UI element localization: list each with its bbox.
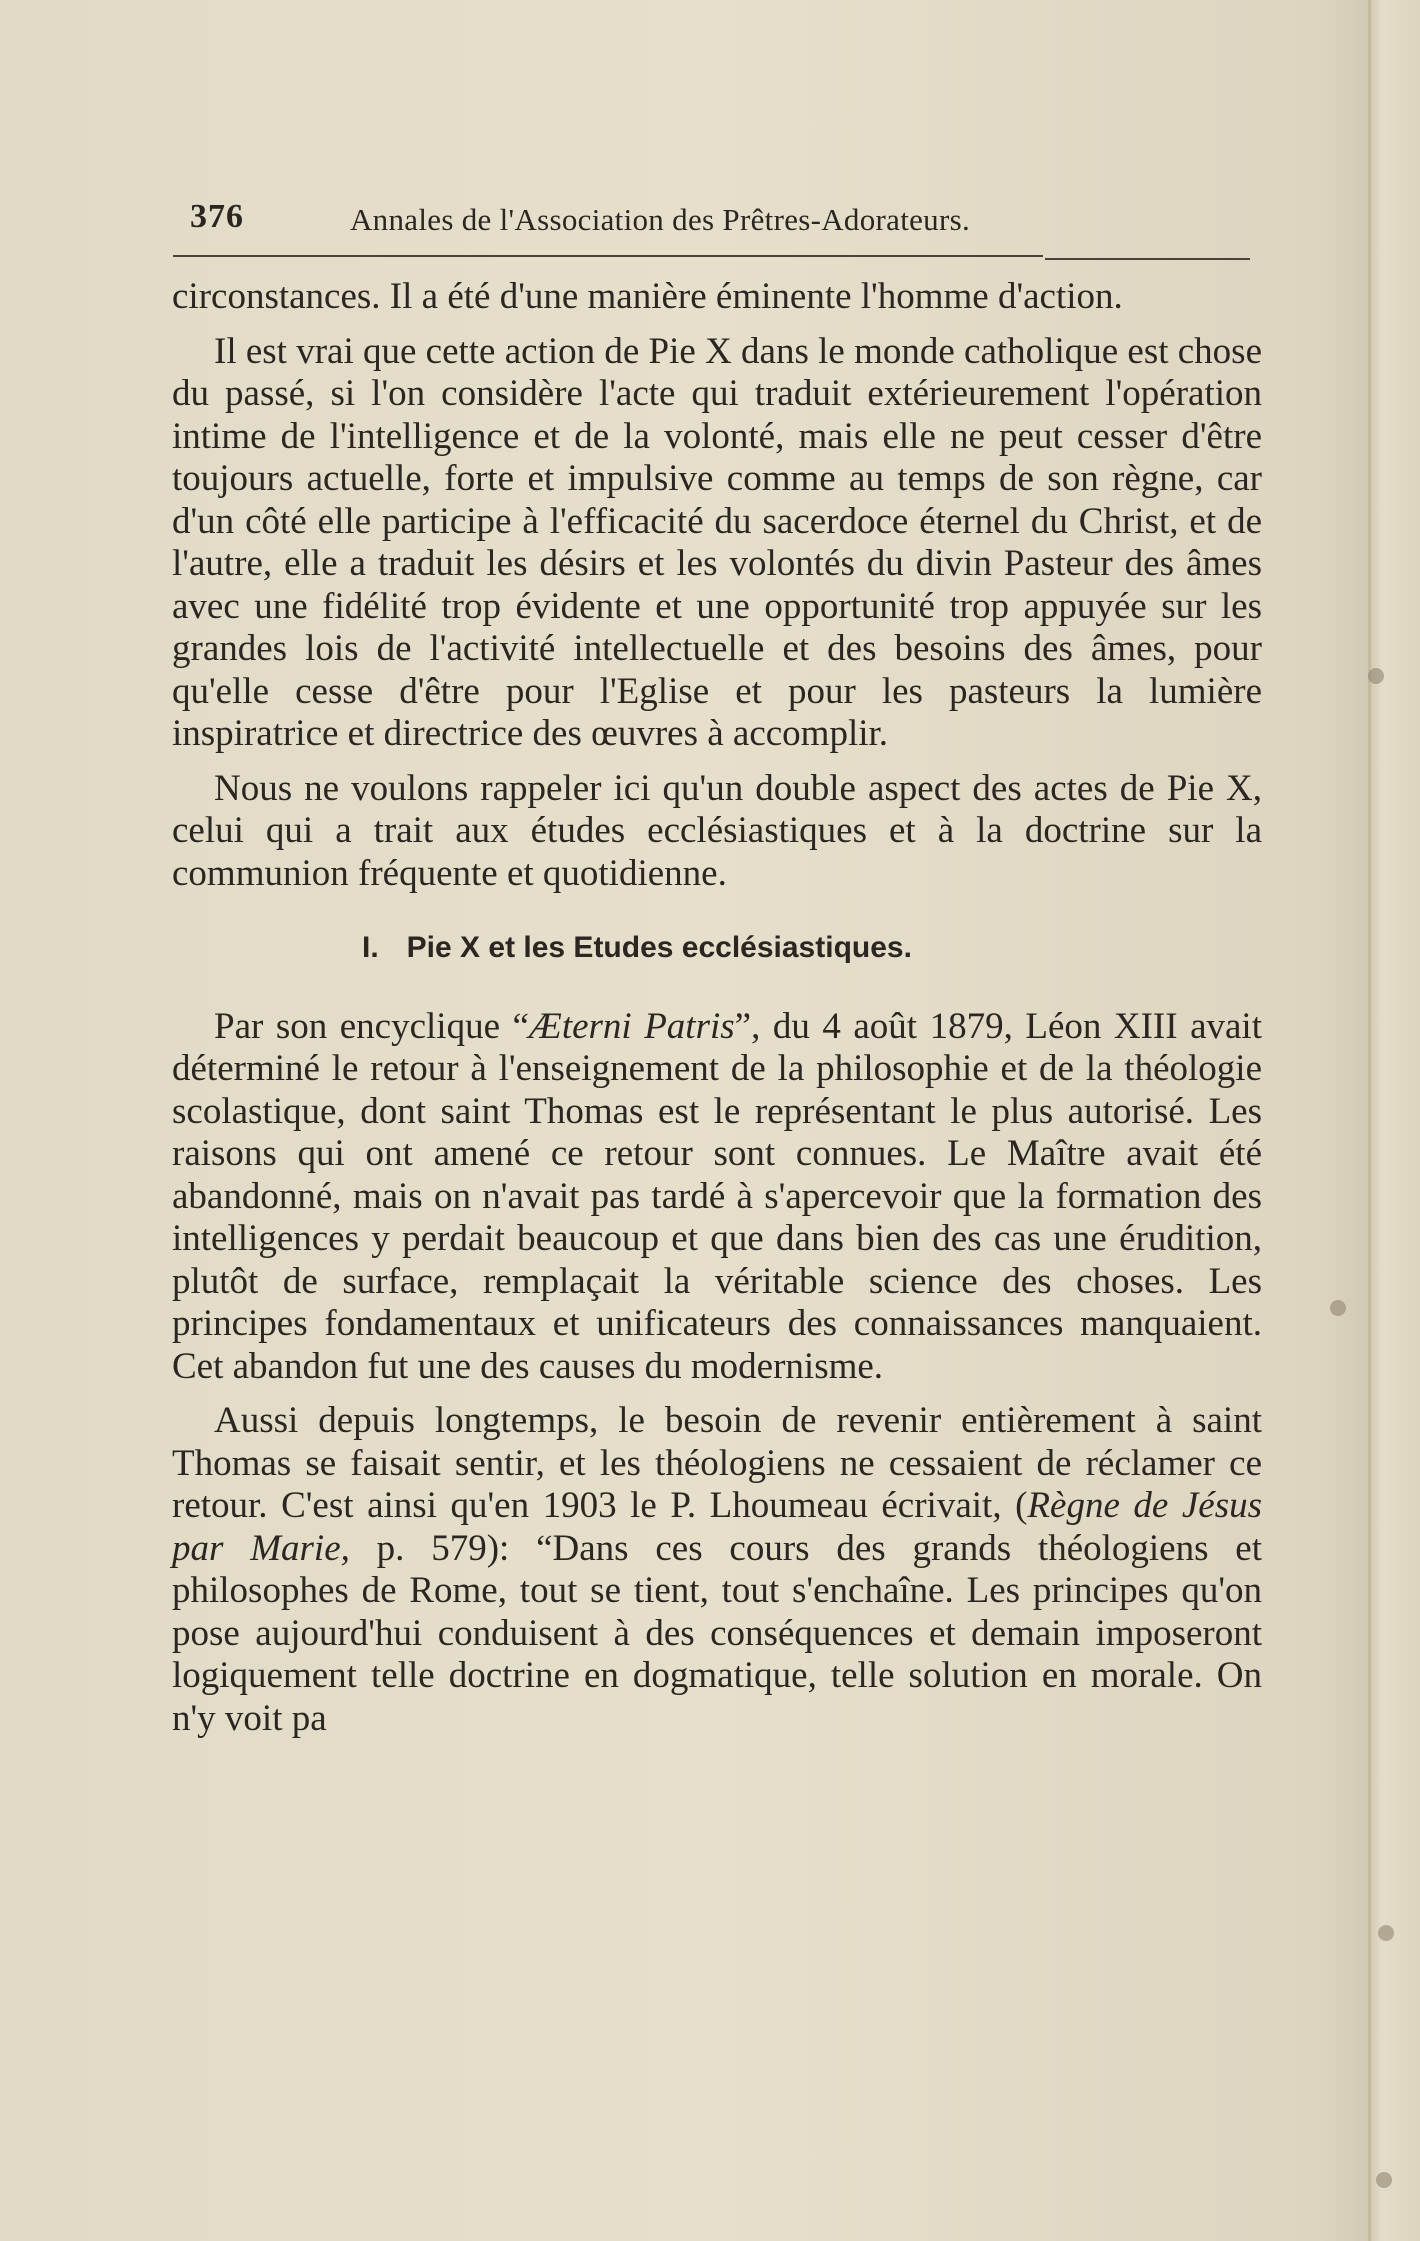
book-title: Règne de Jésus par Marie, [172, 1485, 1262, 1569]
margin-speck [1368, 668, 1384, 684]
body-text [172, 276, 1262, 1752]
encyclical-title: Æterni Patris [528, 1005, 735, 1047]
paragraph-4-start: Par son encyclique “ [214, 1005, 529, 1047]
paragraph-2: Il est vrai que cette action de Pie X dans le monde catholique est chose du passé, si l'on considère l'acte qui traduit extérieurement l'opération intime de l'intelligence et de la volonté, mais elle ne peut cesser d'être toujours actuelle, forte et impulsive comme au temps de son règne, car d'un côté elle participe à l'efficacité du sacerdoce éternel du Christ, et de l'autre, elle a traduit les désirs et les volontés du divin Pasteur des âmes avec une fidélité trop évidente et une opportunité trop appuyée sur les grandes lois de l'activité intellectuelle et des besoins des âmes, pour qu'elle cesse d'être pour l'Eglise et pour les pasteurs la lumière inspiratrice et directrice des œuvres à accomplir. [172, 330, 1262, 754]
section-heading [172, 927, 1262, 970]
header-rule [173, 255, 1043, 257]
running-title: Annales de l'Association des Prêtres-Adorateurs. [350, 202, 971, 237]
paragraph-4-rest: ”, du 4 août 1879, Léon XIII avait déterminé le retour à l'enseignement de la philosophie et de la théologie scolastique, dont saint Thomas est le représentant le plus autorisé. Les raisons qui ont amené ce retour sont connues. Le Maître avait été abandonné, mais on n'avait pas tardé à s'apercevoir que la formation des intelligences y perdait beaucoup et que dans bien des cas une érudition, plutôt de surface, remplaçait la véritable science des choses. Les principes fondamentaux et unificateurs des connaissances manquaient. Cet abandon fut une des causes du modernisme. [172, 1005, 1262, 1387]
section-title: Pie X et les Etudes ecclésiastiques. [406, 931, 912, 964]
paragraph-3: Nous ne voulons rappeler ici qu'un double aspect des actes de Pie X, celui qui a trait aux études ecclésiastiques et à la doctrine sur la communion fréquente et quotidienne. [172, 767, 1262, 894]
paragraph-5-rest: p. 579): “Dans ces cours des grands théologiens et philosophes de Rome, tout se tient, tout s'enchaîne. Les principes qu'on pose aujourd'hui conduisent à des conséquences et demain imposeront logiquement telle doctrine en dogmatique, telle solution en morale. On n'y voit pa [172, 1527, 1262, 1739]
paragraph-5 [172, 1400, 1262, 1740]
header-rule-end [1045, 258, 1250, 260]
section-number: I. [362, 931, 379, 964]
page-header [190, 198, 1250, 258]
paragraph-4 [172, 1006, 1262, 1389]
page-edge-shadow [1368, 0, 1371, 2241]
paragraph-1: circonstances. Il a été d'une manière éminente l'homme d'action. [172, 276, 1123, 317]
page-number: 376 [190, 198, 244, 235]
margin-speck [1378, 1925, 1394, 1941]
paragraph-5-start: Aussi depuis longtemps, le besoin de revenir entièrement à saint Thomas se faisait sentir, et les théologiens ne cessaient de réclamer ce retour. C'est ainsi qu'en 1903 le P. Lhoumeau écrivait, ( [172, 1400, 1262, 1526]
margin-speck [1376, 2172, 1392, 2188]
margin-speck [1330, 1300, 1346, 1316]
